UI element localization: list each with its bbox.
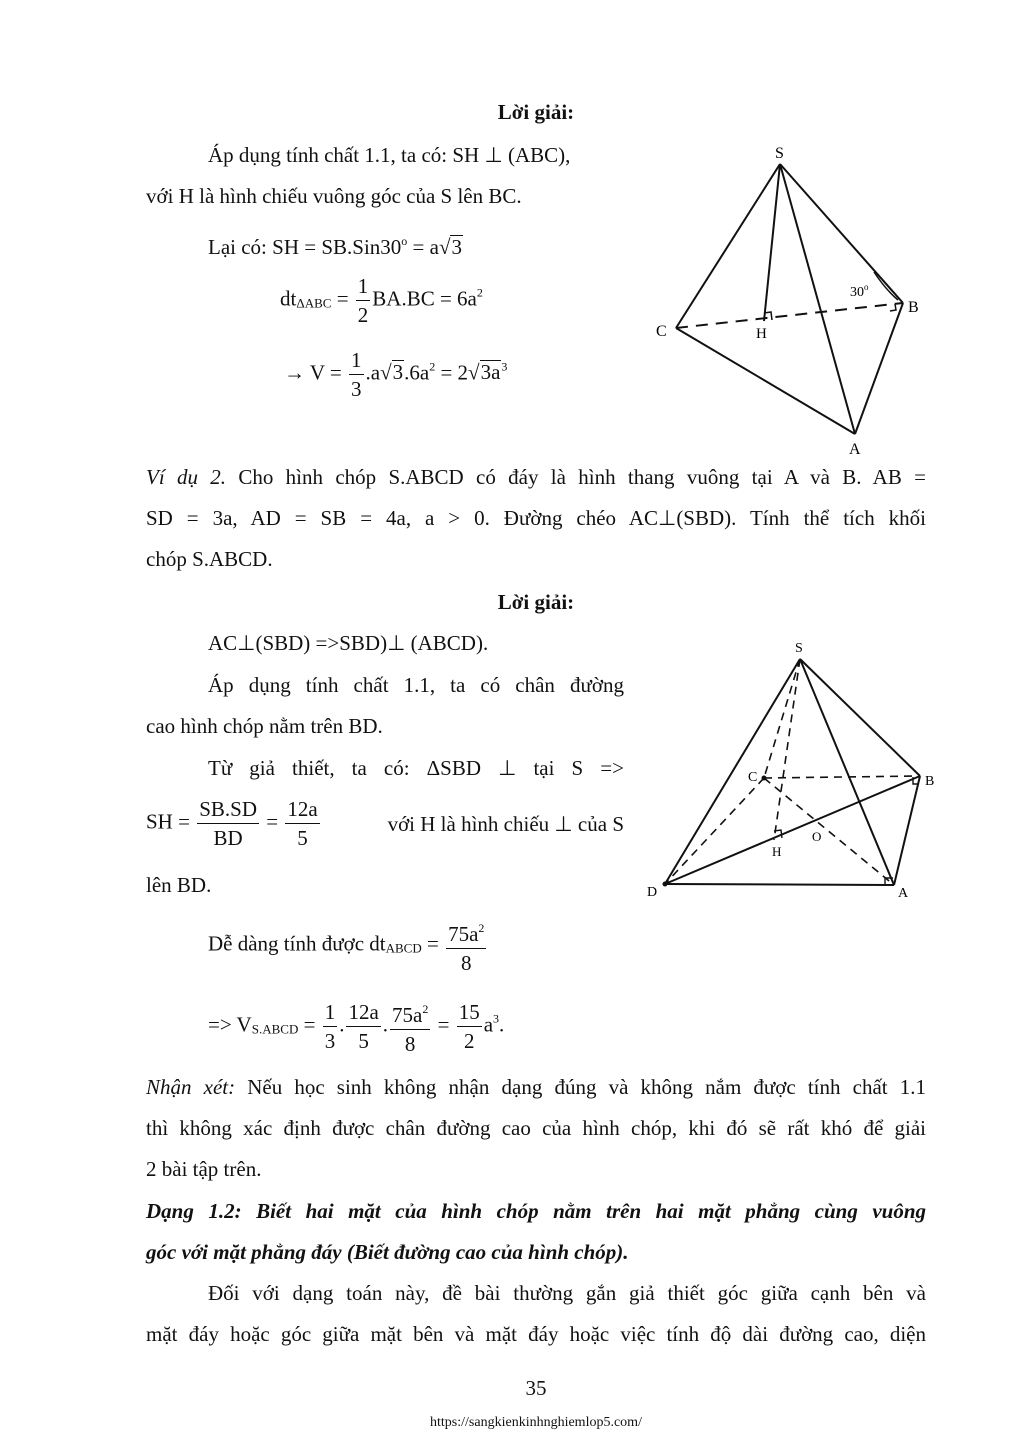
remark-line-2: thì không xác định được chân đường cao của hình chóp, khi đó sẽ rất khó để giải	[146, 1116, 926, 1140]
point-o-label: O	[812, 829, 822, 844]
source-url: https://sangkienkinhnghiemlop5.com/	[430, 1415, 642, 1430]
solution-2-volume-formula: => $V_{S.ABCD}$ = $\frac{1}{3}$ . $\frac{12a}{5}$ . $\frac{75a^2}{8}$ = $\frac{15}{2}$ $a^3$.	[208, 995, 504, 1058]
solution-2-line-6: lên BD.	[146, 873, 212, 897]
pyramid-sabc-figure	[640, 140, 940, 460]
solution-2-line-3: cao hình chóp nằm trên BD.	[146, 714, 383, 738]
solution-2-line-2: Áp dụng tính chất 1.1, ta có chân đường	[208, 673, 624, 697]
solution-2-heading: Lời giải:	[497, 590, 575, 614]
solution-2-line-4: Từ giả thiết, ta có: ΔSBD ⊥ tại S =>	[208, 756, 624, 780]
point-h-label: H	[772, 844, 782, 859]
section-heading-line-2: góc với mặt phẳng đáy (Biết đường cao của hình chóp).	[146, 1240, 629, 1264]
pyramid-sabcd-figure	[640, 635, 940, 905]
vertex-d-point	[663, 882, 668, 887]
solution-1-heading: Lời giải:	[497, 100, 575, 124]
example-2-line-1: Ví dụ 2. Cho hình chóp S.ABCD có đáy là hình thang vuông tại A và B. AB =	[146, 465, 927, 489]
vertex-c-point	[762, 776, 767, 781]
example-2-line-2: SD = 3a, AD = SB = 4a, a > 0. Đường chéo AC⊥(SBD). Tính thể tích khối	[146, 506, 926, 530]
vertex-b-label: B	[908, 299, 919, 316]
section-paragraph-line-2: mặt đáy hoặc góc giữa mặt bên và mặt đáy hoặc việc tính độ dài đường cao, diện	[146, 1322, 926, 1346]
page-number: 35	[525, 1376, 547, 1400]
vertex-a-label: A	[898, 886, 909, 901]
point-h-label: H	[756, 326, 767, 342]
example-2-line-3: chóp S.ABCD.	[146, 547, 273, 571]
section-heading-line-1: Dạng 1.2: Biết hai mặt của hình chóp nằm trên hai mặt phẳng cùng vuông	[146, 1199, 926, 1223]
remark-line-1: Nhận xét: Nếu học sinh không nhận dạng đúng và không nắm được tính chất 1.1	[146, 1075, 926, 1099]
vertex-c-label: C	[656, 323, 667, 340]
vertex-d-label: D	[647, 885, 658, 900]
vertex-s-label: S	[795, 641, 803, 656]
solution-1-line-1: Áp dụng tính chất 1.1, ta có: SH ⊥ (ABC),	[208, 143, 571, 167]
solution-2-line-1: AC⊥(SBD) =>SBD)⊥ (ABCD).	[208, 631, 489, 655]
vertex-c-label: C	[748, 770, 758, 785]
vertex-s-label: S	[775, 145, 784, 162]
vertex-a-label: A	[849, 441, 861, 458]
solution-1-volume-formula: → V = $\frac{1}{3}$ $.a√3.6a^2 = 2√3a^3$	[284, 348, 508, 401]
solution-1-sh-formula: Lại có: SH = $SB.Sin30^o = a√3$	[208, 234, 462, 259]
solution-2-sh-formula: SH = $\frac{SB.SD}{BD}$ = $\frac{12a}{5}$ với H là hình chiếu ⊥ của S	[146, 797, 624, 850]
solution-1-area-formula: $dt_{\Delta ABC}$ = $\frac{1}{2}$ $BA.BC = 6a^2$	[280, 274, 483, 327]
solution-1-line-2: với H là hình chiếu vuông góc của S lên BC.	[146, 184, 522, 208]
solution-2-area-formula: Dễ dàng tính được $dt_{ABCD}$ = $\frac{75a^2}{8}$	[208, 914, 488, 977]
angle-label: 30$^o$	[850, 282, 869, 300]
remark-line-3: 2 bài tập trên.	[146, 1157, 262, 1181]
vertex-b-label: B	[925, 774, 935, 789]
section-paragraph-line-1: Đối với dạng toán này, đề bài thường gắn giả thiết góc giữa cạnh bên và	[208, 1281, 926, 1305]
